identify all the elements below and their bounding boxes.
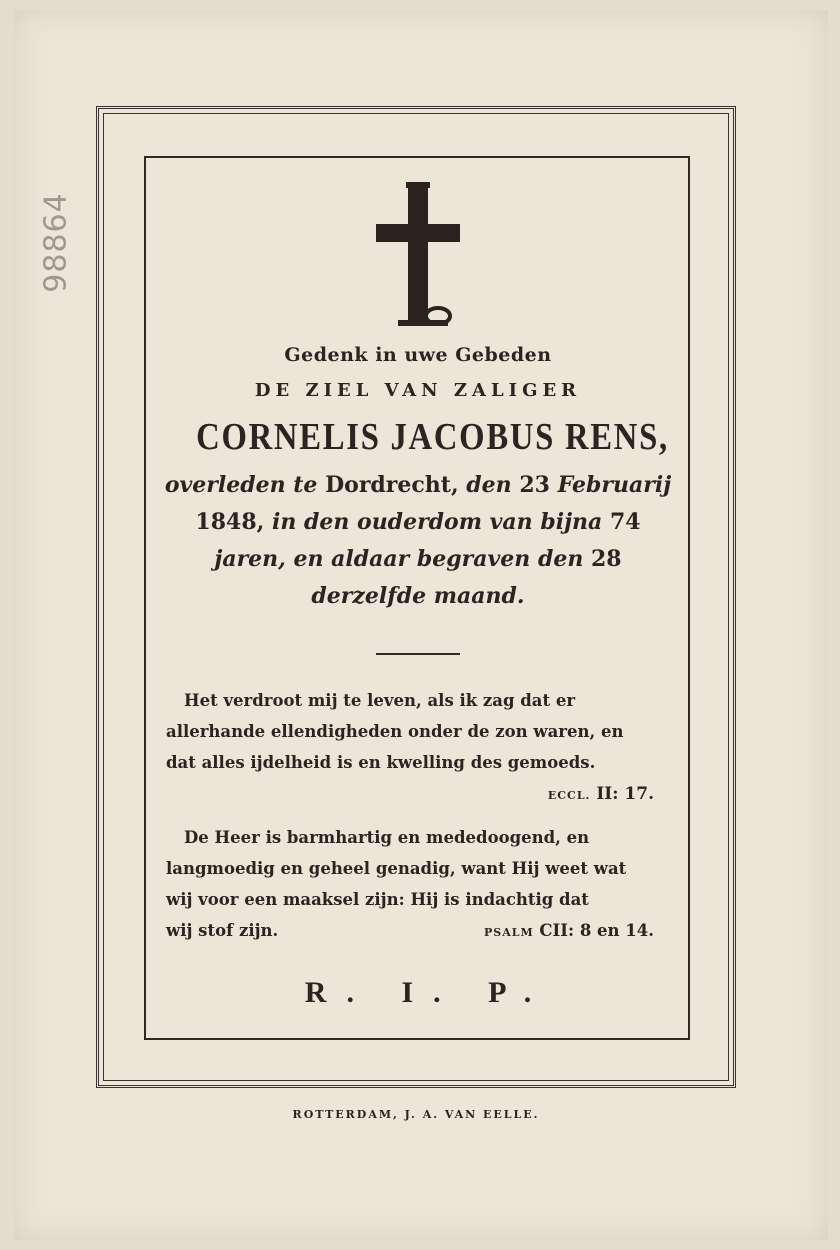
verse-reference <box>484 915 670 948</box>
verse-psalm <box>160 822 676 948</box>
printer-imprint: ROTTERDAM, J. A. VAN EELLE. <box>292 1108 540 1121</box>
verse-line: langmoedig en geheel genadig, want Hij weet wat <box>166 859 627 878</box>
reference-book: ECCL. <box>547 789 591 802</box>
verse-ecclesiastes <box>160 685 676 778</box>
divider <box>376 653 460 655</box>
verse-line: allerhande ellendigheden onder de zon waren, en <box>166 722 624 741</box>
age: 74 <box>609 509 641 535</box>
subheading: DE ZIEL VAN ZALIGER <box>254 380 582 401</box>
death-month: Februarij <box>557 472 672 498</box>
details-text: jaren, en aldaar begraven den <box>214 546 584 572</box>
rip: R. I. P. <box>304 976 552 1009</box>
reference-number: II: 17. <box>596 784 654 804</box>
verse-line: dat alles ijdelheid is en kwelling des gemoeds. <box>166 753 596 772</box>
heading: Gedenk in uwe Gebeden <box>284 344 552 366</box>
verse-reference <box>160 778 676 812</box>
handwritten-annotation: 98864 <box>38 192 74 293</box>
cross-icon <box>368 180 468 328</box>
card-content <box>160 180 676 1010</box>
details-text: in den ouderdom van bijna <box>271 509 603 535</box>
death-day: 23 <box>519 472 550 498</box>
verse-line-last <box>166 915 670 948</box>
deceased-name: CORNELIS JACOBUS RENS, <box>196 416 669 458</box>
death-details <box>160 467 676 615</box>
reference-book: PSALM <box>484 926 534 939</box>
death-year: 1848, <box>195 509 265 535</box>
verse-line: wij voor een maaksel zijn: Hij is indachtig dat <box>166 890 589 909</box>
verse-line: De Heer is barmhartig en mededoogend, en <box>184 828 590 847</box>
details-text: overleden te <box>164 472 318 498</box>
verse-line: Het verdroot mij te leven, als ik zag dat er <box>184 691 576 710</box>
death-place: Dordrecht, <box>325 472 459 498</box>
verse-line: wij stof zijn. <box>166 921 279 940</box>
details-text: derzelfde maand. <box>311 583 525 609</box>
reference-number: CII: 8 en 14. <box>539 921 654 940</box>
details-text: den <box>466 472 512 498</box>
burial-day: 28 <box>591 546 622 572</box>
